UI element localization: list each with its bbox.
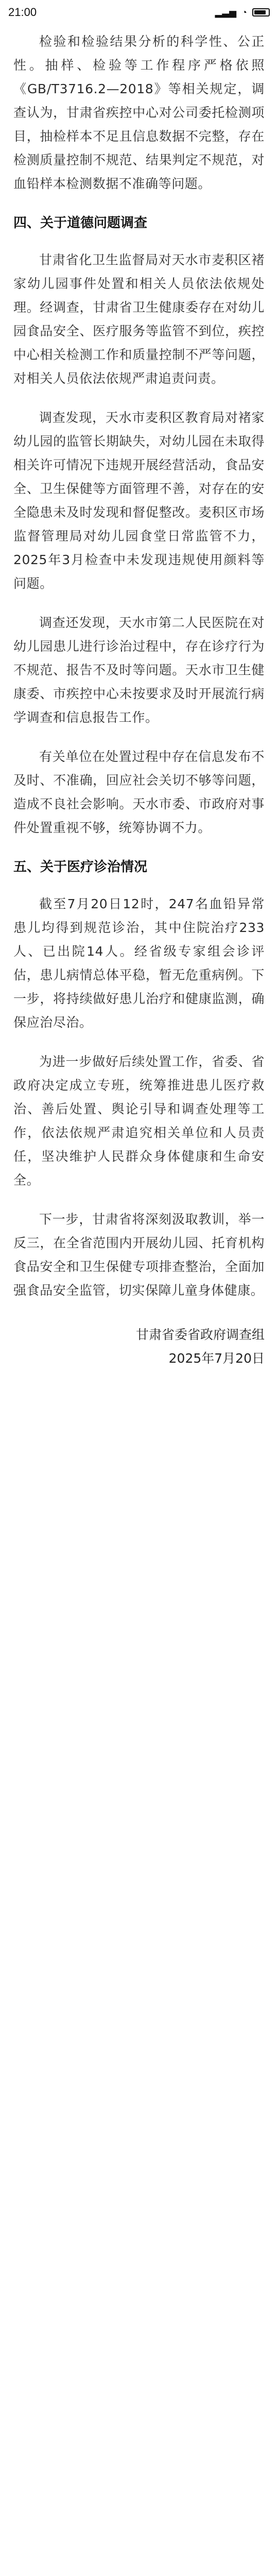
wifi-icon: ◔ (241, 7, 247, 18)
article-content (0, 30, 278, 2576)
status-bar (0, 0, 278, 25)
signature-org: 甘肃省委省政府调查组 (135, 1327, 265, 1342)
status-time: 21:00 (8, 6, 37, 19)
article-paragraph: 截至7月20日12时，247名血铅异常患儿均得到规范诊治，其中住院治疗233人、已出院14人。经省级专家组会诊评估，患儿病情总体平稳，暂无危重病例。下一步，将持续做好患儿治疗和健康监测，确保应治尽治。 (13, 896, 265, 1030)
signature-date: 2025年7月20日 (168, 1351, 265, 1366)
signal-icon: ▂▃▅ (215, 7, 237, 18)
article-paragraph: 调查发现，天水市麦积区教育局对褚家幼儿园的监管长期缺失，对幼儿园在未取得相关许可情况下违规开展经营活动，食品安全、卫生保健等方面管理不善，对存在的安全隐患未及时发现和督促整改。麦积区市场监督管理局对幼儿园食堂日常监管不力，2025年3月检查中未发现违规使用颜料等问题。 (13, 410, 265, 591)
article-paragraph: 下一步，甘肃省将深刻汲取教训，举一反三，在全省范围内开展幼儿园、托育机构食品安全和卫生保健专项排查整治，全面加强食品安全监管，切实保障儿童身体健康。 (13, 1212, 265, 1298)
article-paragraph: 有关单位在处置过程中存在信息发布不及时、不准确，回应社会关切不够等问题，造成不良社会影响。天水市委、市政府对事件处置重视不够，统筹协调不力。 (13, 749, 265, 835)
article-paragraph: 为进一步做好后续处置工作，省委、省政府决定成立专班，统筹推进患儿医疗救治、善后处置、舆论引导和调查处理等工作，依法依规严肃追究相关单位和人员责任，坚决维护人民群众身体健康和生命安全。 (13, 1054, 265, 1188)
section-title: 四、关于道德问题调查 (13, 215, 148, 231)
battery-icon (252, 8, 270, 16)
system-icons (215, 7, 270, 18)
article-paragraph: 甘肃省化卫生监督局对天水市麦积区褚家幼儿园事件处置和相关人员依法依规处理。经调查，甘肃省卫生健康委存在对幼儿园食品安全、医疗服务等监管不到位，疾控中心相关检测工作和质量控制不严等问题，对相关人员依法依规严肃追责问责。 (13, 252, 265, 386)
article-paragraph: 检验和检验结果分析的科学性、公正性。抽样、检验等工作程序严格依照《GB/T3716.2—2018》等相关规定，调查认为，甘肃省疾控中心对公司委托检测项目，抽检样本不足且信息数据不完整，存在检测质量控制不规范、结果判定不规范，对血铅样本检测数据不准确等问题。 (13, 34, 265, 191)
article-paragraph: 调查还发现，天水市第二人民医院在对幼儿园患儿进行诊治过程中，存在诊疗行为不规范、报告不及时等问题。天水市卫生健康委、市疾控中心未按要求及时开展流行病学调查和信息报告工作。 (13, 615, 265, 725)
section-title: 五、关于医疗诊治情况 (13, 859, 148, 875)
signature-block (13, 1323, 265, 1370)
